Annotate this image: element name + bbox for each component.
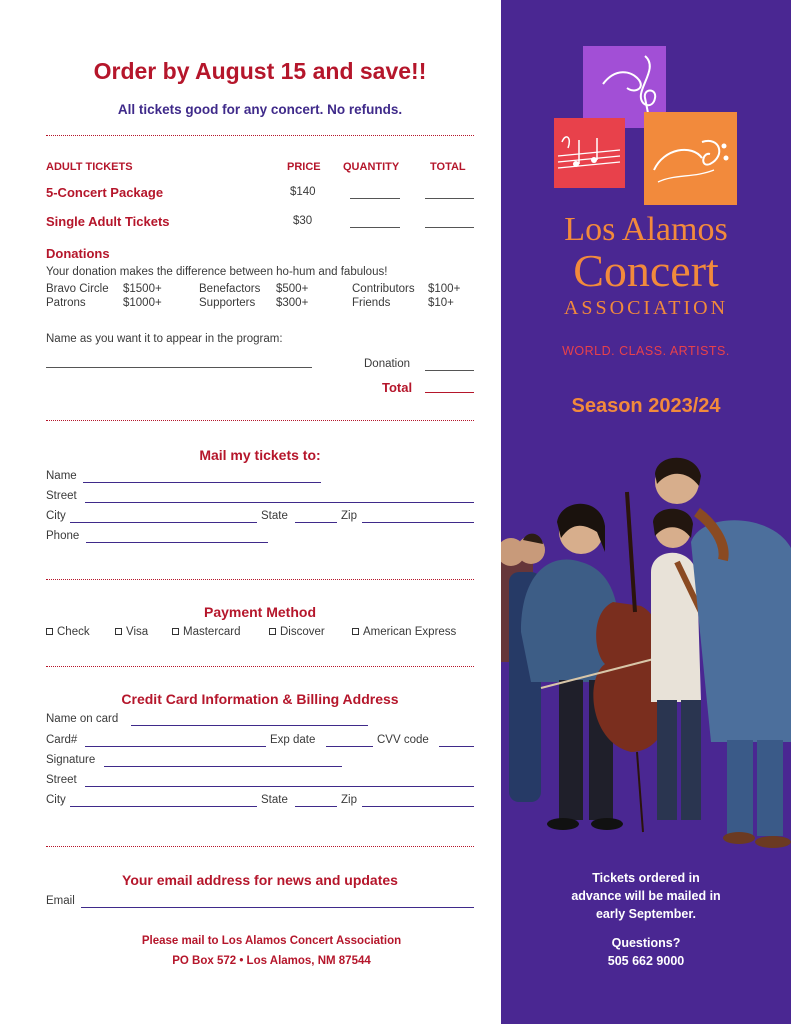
musicians-photo	[501, 452, 791, 862]
donation-level-name: Patrons	[46, 297, 86, 309]
mailing-note	[501, 869, 791, 923]
billing-street-label: Street	[46, 774, 77, 786]
donation-level-amount: $500+	[276, 283, 309, 295]
logo-mark	[501, 0, 791, 210]
divider	[46, 420, 474, 421]
col-header-price: PRICE	[287, 161, 321, 173]
donation-level-name: Friends	[352, 297, 391, 309]
sidebar-panel	[501, 0, 791, 1024]
donations-heading: Donations	[46, 246, 110, 261]
mail-state-field[interactable]	[295, 522, 337, 523]
payment-option-label: American Express	[363, 626, 457, 638]
mail-name-label: Name	[46, 470, 77, 482]
col-header-total: TOTAL	[430, 161, 466, 173]
ticket-row-label: Single Adult Tickets	[46, 214, 170, 229]
email-heading: Your email address for news and updates	[122, 872, 398, 888]
donation-level-amount: $10+	[428, 297, 454, 309]
payment-option-label: Visa	[126, 626, 149, 638]
total-label: Total	[382, 380, 413, 395]
payment-option-check[interactable]	[46, 626, 90, 638]
donation-level-amount: $1500+	[123, 283, 162, 295]
divider	[46, 666, 474, 667]
mail-zip-field[interactable]	[362, 522, 474, 523]
col-header-quantity: QUANTITY	[343, 161, 400, 173]
mail-phone-label: Phone	[46, 530, 80, 542]
program-name-label: Name as you want it to appear in the program:	[46, 333, 283, 345]
ticket-row-label: 5-Concert Package	[46, 185, 164, 200]
billing-zip-label: Zip	[341, 794, 357, 806]
brand-name-line3: ASSOCIATION	[563, 297, 729, 319]
mail-phone-field[interactable]	[86, 542, 268, 543]
ticket-row-price: $140	[290, 186, 316, 198]
checkbox-icon	[352, 628, 359, 635]
col-header-adult-tickets: ADULT TICKETS	[46, 161, 133, 173]
payment-option-discover[interactable]	[269, 626, 325, 638]
mailing-note-line2: advance will be mailed in	[571, 889, 721, 903]
mail-city-label: City	[46, 510, 66, 522]
signature-label: Signature	[46, 754, 96, 766]
cvv-field[interactable]	[439, 746, 474, 747]
total-field[interactable]	[425, 227, 474, 228]
donation-level-amount: $300+	[276, 297, 309, 309]
billing-city-label: City	[46, 794, 66, 806]
signature-field[interactable]	[104, 766, 342, 767]
logo-square-orange	[644, 112, 737, 205]
mail-tickets-heading: Mail my tickets to:	[199, 447, 321, 463]
exp-date-field[interactable]	[326, 746, 373, 747]
page-title: Order by August 15 and save!!	[93, 58, 427, 84]
divider	[46, 135, 474, 136]
payment-option-mastercard[interactable]	[172, 626, 241, 638]
billing-state-label: State	[261, 794, 288, 806]
mailing-address-line1: Please mail to Los Alamos Concert Association	[141, 935, 402, 947]
mailing-address-line2: PO Box 572 • Los Alamos, NM 87544	[172, 955, 371, 967]
payment-method-heading: Payment Method	[203, 604, 316, 620]
brand-tagline: WORLD. CLASS. ARTISTS.	[562, 344, 730, 358]
mailing-note-line3: early September.	[595, 907, 697, 921]
donation-level-amount: $1000+	[123, 297, 162, 309]
mailing-note-line1: Tickets ordered in	[592, 871, 700, 885]
mail-city-field[interactable]	[70, 522, 257, 523]
bass-clef-icon	[644, 112, 737, 205]
email-label: Email	[46, 895, 75, 907]
donations-intro: Your donation makes the difference between ho-hum and fabulous!	[46, 266, 388, 278]
music-staff-icon	[554, 118, 625, 188]
total-field[interactable]	[425, 198, 474, 199]
checkbox-icon	[172, 628, 179, 635]
checkbox-icon	[46, 628, 53, 635]
donation-level-name: Supporters	[199, 297, 256, 309]
payment-option-label: Discover	[280, 626, 325, 638]
mail-state-label: State	[261, 510, 288, 522]
donation-label: Donation	[364, 358, 411, 370]
email-field[interactable]	[81, 907, 474, 908]
card-name-label: Name on card	[46, 713, 119, 725]
quantity-field[interactable]	[350, 198, 400, 199]
donation-level-name: Contributors	[352, 283, 415, 295]
season-label: Season 2023/24	[571, 395, 721, 417]
phone-number: 505 662 9000	[607, 954, 685, 968]
quantity-field[interactable]	[350, 227, 400, 228]
program-name-field[interactable]	[46, 367, 312, 368]
mail-street-field[interactable]	[85, 502, 474, 503]
mail-name-field[interactable]	[83, 482, 321, 483]
mail-street-label: Street	[46, 490, 77, 502]
billing-zip-field[interactable]	[362, 806, 474, 807]
questions-block	[501, 934, 791, 970]
divider	[46, 579, 474, 580]
cvv-label: CVV code	[377, 734, 429, 746]
billing-street-field[interactable]	[85, 786, 474, 787]
payment-option-visa[interactable]	[115, 626, 148, 638]
page-subtitle: All tickets good for any concert. No refunds.	[117, 102, 403, 117]
billing-state-field[interactable]	[295, 806, 337, 807]
checkbox-icon	[115, 628, 122, 635]
card-number-field[interactable]	[85, 746, 266, 747]
billing-city-field[interactable]	[70, 806, 257, 807]
card-number-label: Card#	[46, 734, 78, 746]
questions-label: Questions?	[611, 936, 681, 950]
donation-field[interactable]	[425, 370, 474, 371]
donation-level-amount: $100+	[428, 283, 461, 295]
payment-option-american-express[interactable]	[352, 626, 456, 638]
card-name-field[interactable]	[131, 725, 368, 726]
mail-zip-label: Zip	[341, 510, 357, 522]
brand-name-line2: Concert	[573, 245, 719, 296]
payment-option-label: Mastercard	[183, 626, 241, 638]
donation-level-name: Benefactors	[199, 283, 261, 295]
credit-card-heading: Credit Card Information & Billing Address	[121, 691, 399, 707]
grand-total-field[interactable]	[425, 392, 474, 393]
donation-level-name: Bravo Circle	[46, 283, 109, 295]
logo-square-red	[554, 118, 625, 188]
brand-name-line1: Los Alamos	[564, 211, 728, 248]
divider	[46, 846, 474, 847]
checkbox-icon	[269, 628, 276, 635]
exp-date-label: Exp date	[270, 734, 316, 746]
ticket-row-price: $30	[293, 215, 313, 227]
payment-option-label: Check	[57, 626, 90, 638]
